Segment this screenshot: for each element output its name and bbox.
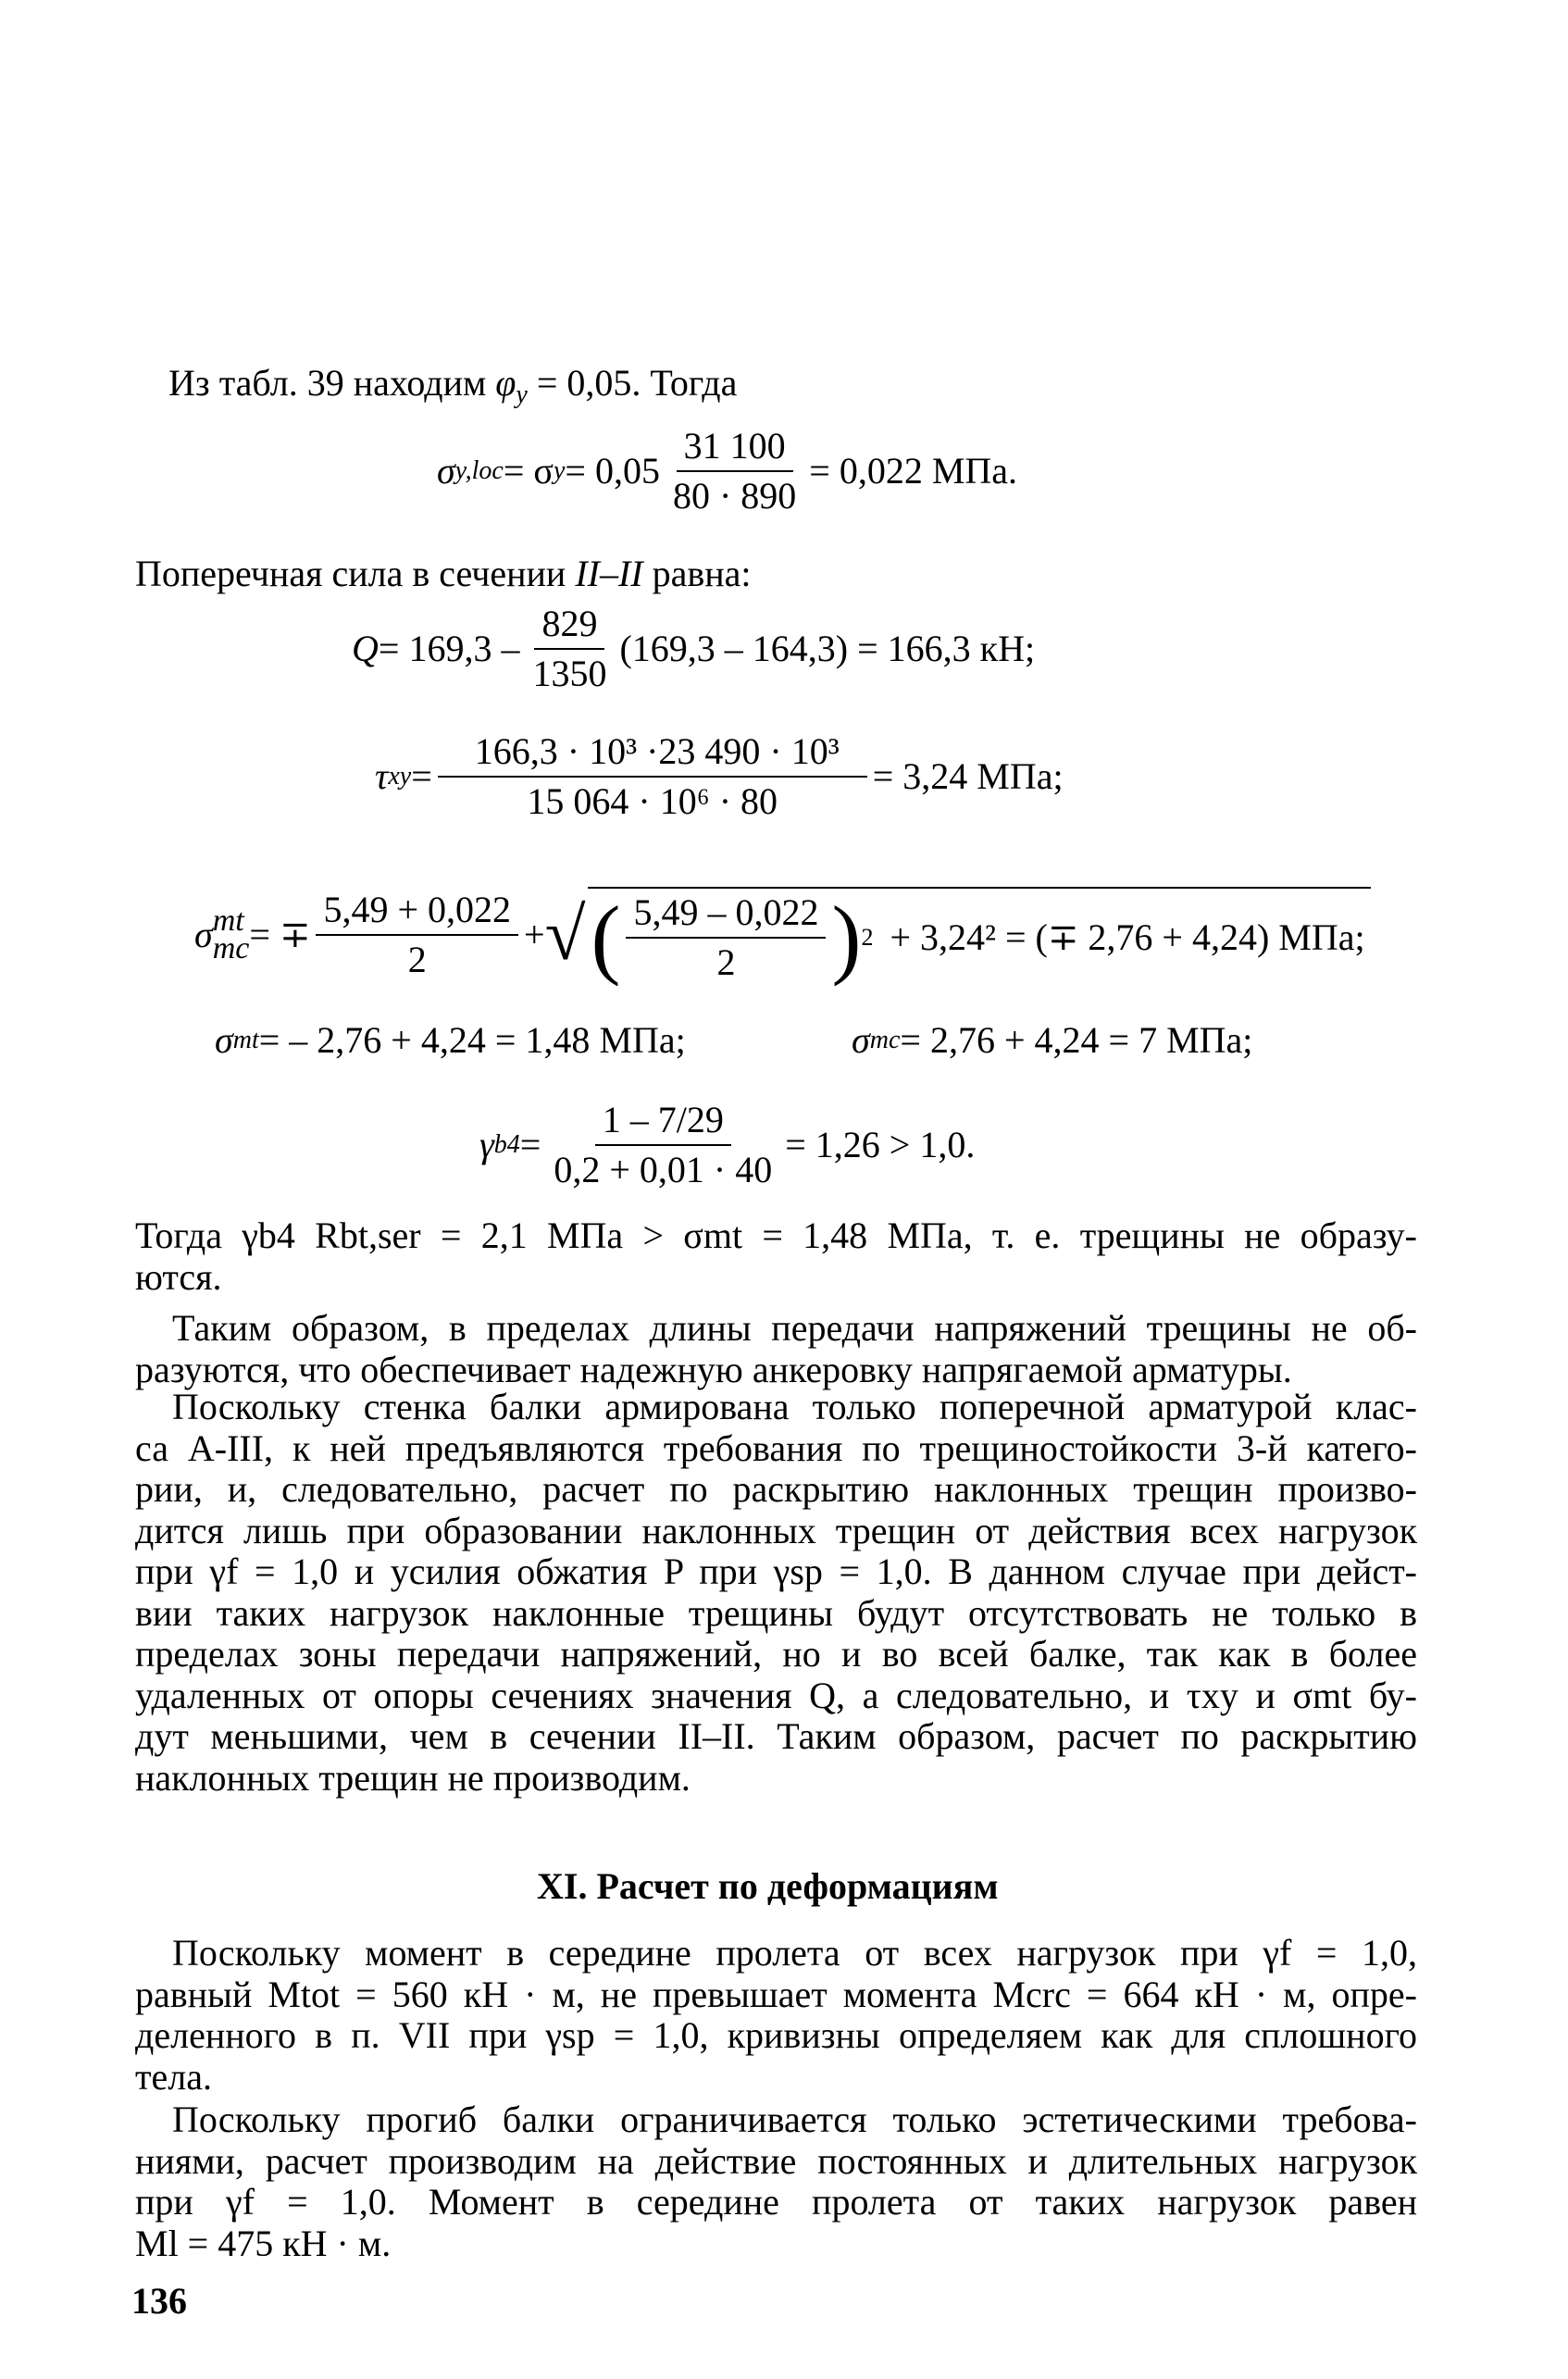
result: = 2,76 + 4,24 = 7 МПа;: [900, 1019, 1253, 1061]
intro-line: [168, 363, 737, 416]
paragraph-2: [135, 1308, 1417, 1390]
gamma-symbol: γ: [479, 1124, 494, 1165]
result: = 0,022 МПа.: [809, 450, 1018, 492]
equation-sigma-y: [437, 426, 1017, 517]
equation-gamma-b4: [479, 1100, 975, 1190]
paragraph-line: вии таких нагрузок наклонные трещины будут отсутствовать не только в: [135, 1591, 1417, 1634]
numerator: 829: [534, 604, 604, 650]
shear-text-end: равна:: [642, 553, 752, 594]
equation-sigma-mt-mc: [194, 887, 1371, 987]
numerator: 31 100: [677, 426, 793, 472]
paragraph-line: Поскольку момент в середине пролета от всех нагрузок при γf = 1,0,: [172, 1932, 1417, 1974]
denominator: 2: [716, 941, 736, 983]
paragraph-line: удаленных от опоры сечениях значения Q, а следовательно, и τxy и σmt бу-: [135, 1674, 1417, 1716]
equals: =: [519, 1124, 541, 1165]
numerator: 166,3 · 10³ ·23 490 · 10³: [438, 731, 867, 778]
plus-sign: +: [524, 914, 545, 955]
sigma-subscript: y: [553, 456, 566, 485]
numerator: 5,49 + 0,022: [316, 890, 518, 936]
shear-line: [135, 554, 752, 594]
gamma-subscript: b4: [493, 1130, 520, 1159]
paragraph-line: разуются, что обеспечивает надежную анкеровку напрягаемой арматуры.: [135, 1348, 1292, 1390]
phi-symbol: φ: [495, 362, 516, 404]
result: (169,3 – 164,3) = 166,3 кН;: [619, 628, 1036, 669]
sigma-stacked-subscript: [212, 903, 250, 965]
paragraph-line: при γf = 1,0. Момент в середине пролета от таких нагрузок равен: [135, 2181, 1417, 2223]
intro-value: = 0,05. Тогда: [527, 362, 738, 404]
paragraph-line: Поскольку стенка балки армирована только поперечной арматурой клас-: [172, 1386, 1417, 1427]
fraction: [546, 1100, 779, 1190]
paragraph-line: при γf = 1,0 и усилия обжатия P при γsp = 1,0. В данном случае при дейст-: [135, 1551, 1417, 1592]
sigma-subscript: mc: [869, 1026, 901, 1054]
paragraph-line: са А-III, к ней предъявляются требования по трещиностойкости 3-й катего-: [135, 1426, 1417, 1469]
q-first-term: = 169,3 –: [378, 628, 520, 669]
equation-q: [352, 604, 1035, 694]
denominator: 80 · 890: [672, 475, 797, 517]
denominator: 1350: [532, 653, 607, 694]
radical-icon: √: [544, 894, 586, 976]
paragraph-line: Ml = 475 кН · м.: [135, 2222, 392, 2264]
result: = – 2,76 + 4,24 = 1,48 МПа;: [258, 1019, 686, 1061]
equals-minus-plus: = ∓: [249, 914, 311, 955]
paragraph-line: Таким образом, в пределах длины передачи напряжений трещины не об-: [172, 1307, 1417, 1349]
sigma-subscript: y,loc: [454, 456, 504, 485]
denominator: 0,2 + 0,01 · 40: [554, 1149, 773, 1190]
paragraph-4: [135, 1933, 1417, 2098]
left-paren: (: [591, 888, 621, 987]
phi-subscript: y: [516, 380, 528, 409]
paragraph-1: [135, 1215, 1417, 1298]
fraction: [525, 604, 614, 694]
sigma-symbol: σ: [852, 1019, 870, 1061]
tau-subscript: xy: [388, 762, 412, 791]
paragraph-line: пределах зоны передачи напряжений, но и во всей балке, так как в более: [135, 1633, 1417, 1675]
equation-sigma-mc: [852, 1018, 1252, 1063]
result: = 3,24 МПа;: [872, 755, 1064, 797]
paragraph-line: рии, и, следовательно, расчет по раскрытию наклонных трещин произво-: [135, 1468, 1417, 1510]
equation-tau: [375, 731, 1064, 822]
sigma-subscript: mt: [232, 1026, 259, 1054]
paragraph-5: [135, 2099, 1417, 2264]
paragraph-line: деленного в п. VII при γsp = 1,0, кривизны определяем как для сплошного: [135, 2014, 1417, 2056]
result: = 1,26 > 1,0.: [785, 1124, 976, 1165]
fraction: [666, 426, 803, 517]
paragraph-line: Поскольку прогиб балки ограничивается только эстетическими требова-: [172, 2099, 1417, 2140]
paragraph-line: тела.: [135, 2055, 212, 2098]
equation-sigma-mt: [215, 1018, 686, 1063]
intro-text: Из табл. 39 находим: [168, 362, 496, 404]
equals: =: [411, 755, 432, 797]
q-symbol: Q: [352, 628, 379, 669]
radicand: [588, 887, 1371, 987]
fraction: [626, 892, 826, 983]
shear-text: Поперечная сила в сечении: [135, 553, 576, 594]
paragraph-line: ниями, расчет производим на действие постоянных и длительных нагрузок: [135, 2139, 1417, 2182]
coefficient: = 0,05: [565, 450, 660, 492]
fraction: [438, 731, 867, 822]
paragraph-line: дится лишь при образовании наклонных трещин от действия всех нагрузок: [135, 1509, 1417, 1551]
page-number: 136: [131, 2280, 187, 2322]
numerator: 1 – 7/29: [595, 1100, 731, 1146]
sigma-symbol: σ: [215, 1019, 233, 1061]
paragraph-line: дут меньшими, чем в сечении II–II. Таким образом, расчет по раскрытию: [135, 1715, 1417, 1757]
radicand-tail: + 3,24² = (∓ 2,76 + 4,24) МПа;: [890, 916, 1365, 958]
equals-sigma: = σ: [503, 450, 554, 492]
square-root: [544, 887, 1371, 987]
sigma-symbol: σ: [194, 914, 213, 955]
subscript-mc: mc: [212, 931, 250, 965]
paragraph-line: Тогда γb4 Rbt,ser = 2,1 МПа > σmt = 1,48 МПа, т. е. трещины не образу-: [135, 1214, 1417, 1256]
section-heading: XI. Расчет по деформациям: [537, 1865, 999, 1907]
paragraph-3: [135, 1387, 1417, 1799]
paragraph-line: ются.: [135, 1255, 222, 1298]
fraction: [316, 890, 518, 980]
exponent: 2: [861, 924, 874, 951]
paragraph-line: равный Mtot = 560 кН · м, не превышает момента Mcrc = 664 кН · м, опре-: [135, 1973, 1417, 2015]
right-paren: ): [831, 888, 862, 987]
tau-symbol: τ: [375, 755, 389, 797]
paragraph-line: наклонных трещин не производим.: [135, 1756, 691, 1799]
subscript-mt: mt: [212, 903, 244, 938]
section-label: II–II: [575, 553, 643, 594]
sigma-symbol: σ: [437, 450, 455, 492]
denominator: 15 064 · 10⁶ · 80: [527, 780, 778, 822]
denominator: 2: [407, 939, 427, 980]
numerator: 5,49 – 0,022: [626, 892, 826, 939]
